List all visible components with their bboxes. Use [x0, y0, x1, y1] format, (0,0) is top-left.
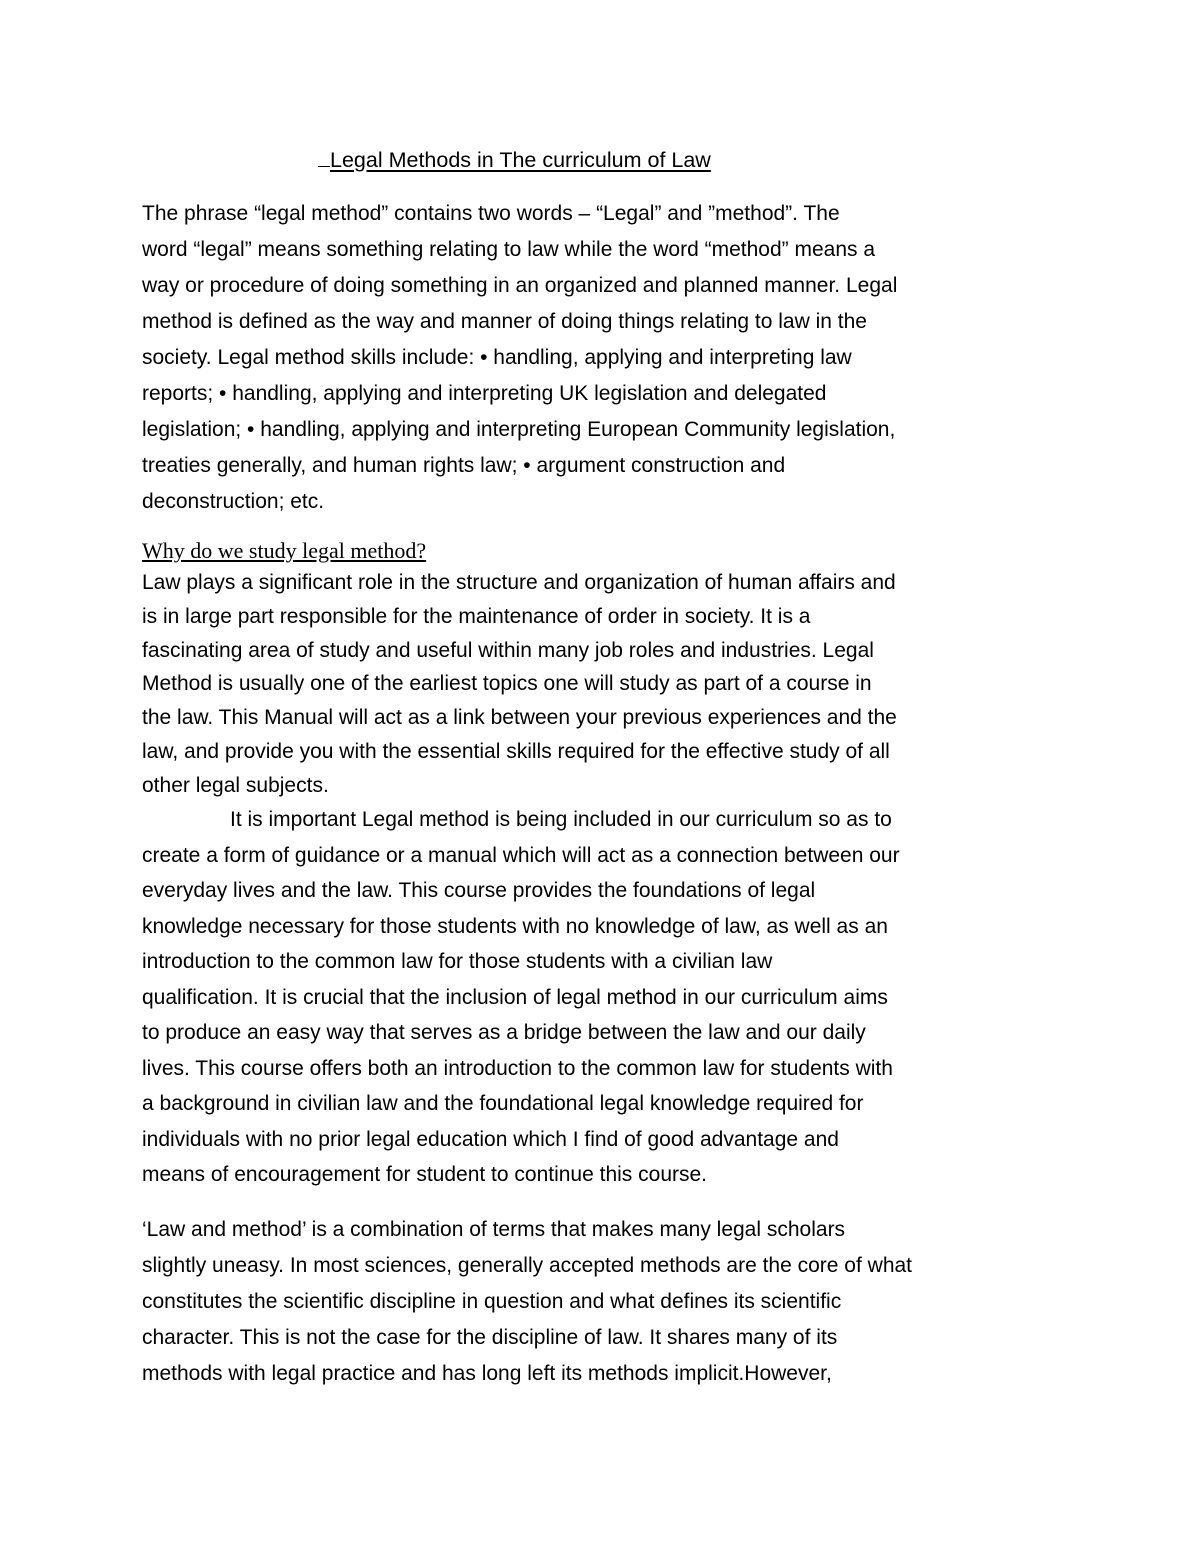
title-underline-lead	[318, 146, 330, 167]
page-title-text: Legal Methods in The curriculum of Law	[330, 148, 711, 172]
why-paragraph	[142, 566, 1072, 803]
intro-paragraph	[142, 196, 1072, 520]
text-line: ‘Law and method’ is a combination of terms that makes many legal scholars	[142, 1218, 846, 1241]
text-line: the law. This Manual will act as a link between your previous experiences and the	[142, 706, 897, 730]
text-line: treaties generally, and human rights law; • argument construction and	[142, 454, 786, 477]
text-line: create a form of guidance or a manual which will act as a connection between our	[142, 843, 900, 867]
text-line: deconstruction; etc.	[142, 490, 325, 513]
text-line: Law plays a significant role in the structure and organization of human affairs and	[142, 571, 896, 594]
text-line: means of encouragement for student to continue this course.	[142, 1163, 708, 1186]
text-line: The phrase “legal method” contains two words – “Legal” and ”method”. The	[142, 202, 840, 225]
text-line: method is defined as the way and manner of doing things relating to law in the	[142, 310, 867, 333]
text-line: everyday lives and the law. This course provides the foundations of legal	[142, 879, 816, 902]
text-line: reports; • handling, applying and interpreting UK legislation and delegated	[142, 382, 827, 405]
text-line: knowledge necessary for those students with no knowledge of law, as well as an	[142, 914, 888, 938]
text-line: constitutes the scientific discipline in question and what defines its scientific	[142, 1290, 842, 1313]
text-line: legislation; • handling, applying and interpreting European Community legislation,	[142, 418, 896, 441]
importance-paragraph	[142, 802, 1072, 1193]
text-line: methods with legal practice and has long left its methods implicit.However,	[142, 1362, 832, 1385]
text-line: way or procedure of doing something in an organized and planned manner. Legal	[142, 274, 898, 297]
text-line: is in large part responsible for the maintenance of order in society. It is a	[142, 604, 811, 628]
text-line: a background in civilian law and the foundational legal knowledge required for	[142, 1092, 864, 1115]
text-line: slightly uneasy. In most sciences, generally accepted methods are the core of what	[142, 1254, 913, 1277]
text-line: individuals with no prior legal education which I find of good advantage and	[142, 1127, 839, 1151]
text-line: to produce an easy way that serves as a bridge between the law and our daily	[142, 1021, 866, 1044]
text-line: law, and provide you with the essential skills required for the effective study of all	[142, 739, 890, 763]
section-heading: Why do we study legal method?	[142, 538, 427, 563]
text-line: qualification. It is crucial that the inclusion of legal method in our curriculum aims	[142, 985, 888, 1009]
page-title	[318, 146, 711, 174]
text-line: character. This is not the case for the discipline of law. It shares many of its	[142, 1326, 838, 1349]
text-line: introduction to the common law for those students with a civilian law	[142, 950, 773, 973]
text-line: other legal subjects.	[142, 773, 329, 797]
text-line: It is important Legal method is being included in our curriculum so as to	[230, 808, 892, 831]
text-line: word “legal” means something relating to law while the word “method” means a	[142, 238, 876, 261]
text-line: lives. This course offers both an introduction to the common law for students with	[142, 1056, 893, 1080]
text-line: fascinating area of study and useful within many job roles and industries. Legal	[142, 638, 874, 662]
method-paragraph	[142, 1212, 1072, 1392]
text-line: society. Legal method skills include: • handling, applying and interpreting law	[142, 346, 852, 369]
text-line: Method is usually one of the earliest topics one will study as part of a course in	[142, 672, 872, 696]
